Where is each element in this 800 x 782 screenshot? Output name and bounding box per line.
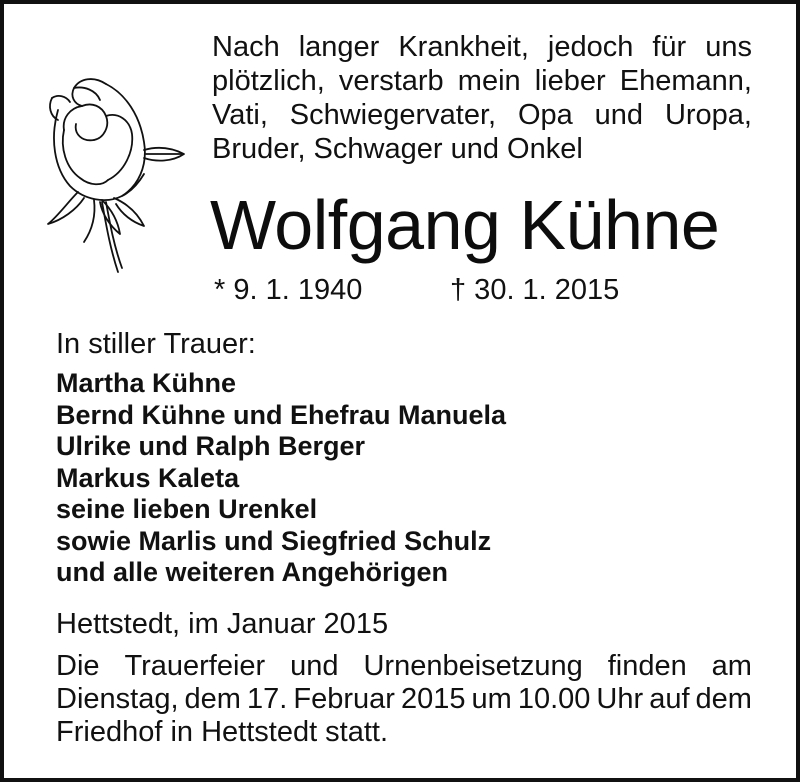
intro-line: Bruder, Schwager und Onkel bbox=[212, 133, 583, 165]
place-date: Hettstedt, im Januar 2015 bbox=[56, 608, 389, 640]
word: uns bbox=[705, 31, 752, 63]
word: finden bbox=[607, 650, 687, 682]
word: Urnenbeisetzung bbox=[363, 650, 583, 682]
word: Februar bbox=[293, 683, 395, 715]
word: und bbox=[290, 650, 339, 682]
intro-line bbox=[212, 64, 752, 98]
word: auf bbox=[649, 683, 690, 715]
word: Vati, bbox=[212, 99, 268, 131]
mourner-item: seine lieben Urenkel bbox=[56, 494, 318, 524]
word: Dienstag, bbox=[56, 683, 179, 715]
mourner-item: sowie Marlis und Siegfried Schulz bbox=[56, 525, 492, 556]
mourner-item: Martha Kühne bbox=[56, 368, 237, 398]
funeral-line: Friedhof in Hettstedt statt. bbox=[56, 716, 389, 748]
word: um bbox=[471, 683, 512, 715]
word: jedoch bbox=[547, 31, 634, 63]
word: plötzlich, bbox=[212, 65, 325, 97]
word: langer bbox=[298, 31, 380, 63]
intro-line bbox=[212, 98, 752, 132]
funeral-line bbox=[56, 683, 752, 716]
birth-date: * 9. 1. 1940 bbox=[214, 274, 363, 306]
word: mein bbox=[457, 65, 521, 97]
intro-text bbox=[212, 30, 752, 166]
word: dem bbox=[695, 683, 752, 715]
word: 2015 bbox=[400, 683, 466, 715]
rose-icon bbox=[40, 68, 190, 273]
word: Schwiegervater, bbox=[289, 99, 497, 131]
word: Uropa, bbox=[664, 99, 752, 131]
word: Trauerfeier bbox=[124, 650, 266, 682]
mourners-list bbox=[56, 368, 506, 589]
death-date: † 30. 1. 2015 bbox=[450, 274, 620, 306]
word: 10.00 bbox=[517, 683, 591, 715]
word: Nach bbox=[212, 31, 280, 63]
mourner-item: Markus Kaleta bbox=[56, 462, 240, 493]
mourning-label: In stiller Trauer: bbox=[56, 328, 256, 360]
word: verstarb bbox=[338, 65, 444, 97]
mourner-item: und alle weiteren Angehörigen bbox=[56, 557, 449, 587]
word: und bbox=[594, 99, 644, 131]
word: am bbox=[711, 650, 752, 682]
word: Opa bbox=[517, 99, 573, 131]
deceased-name: Wolfgang Kühne bbox=[210, 186, 720, 264]
funeral-line bbox=[56, 650, 752, 683]
word: Die bbox=[56, 650, 100, 682]
intro-line bbox=[212, 30, 752, 64]
word: dem bbox=[184, 683, 241, 715]
funeral-info bbox=[56, 650, 752, 749]
word: 17. bbox=[247, 683, 288, 715]
word: lieber bbox=[534, 65, 606, 97]
mourner-item: Bernd Kühne und Ehefrau Manuela bbox=[56, 399, 507, 430]
word: Ehemann, bbox=[619, 65, 752, 97]
word: für bbox=[652, 31, 687, 63]
mourner-item: Ulrike und Ralph Berger bbox=[56, 431, 366, 461]
word: Uhr bbox=[596, 683, 644, 715]
word: Krankheit, bbox=[398, 31, 529, 63]
